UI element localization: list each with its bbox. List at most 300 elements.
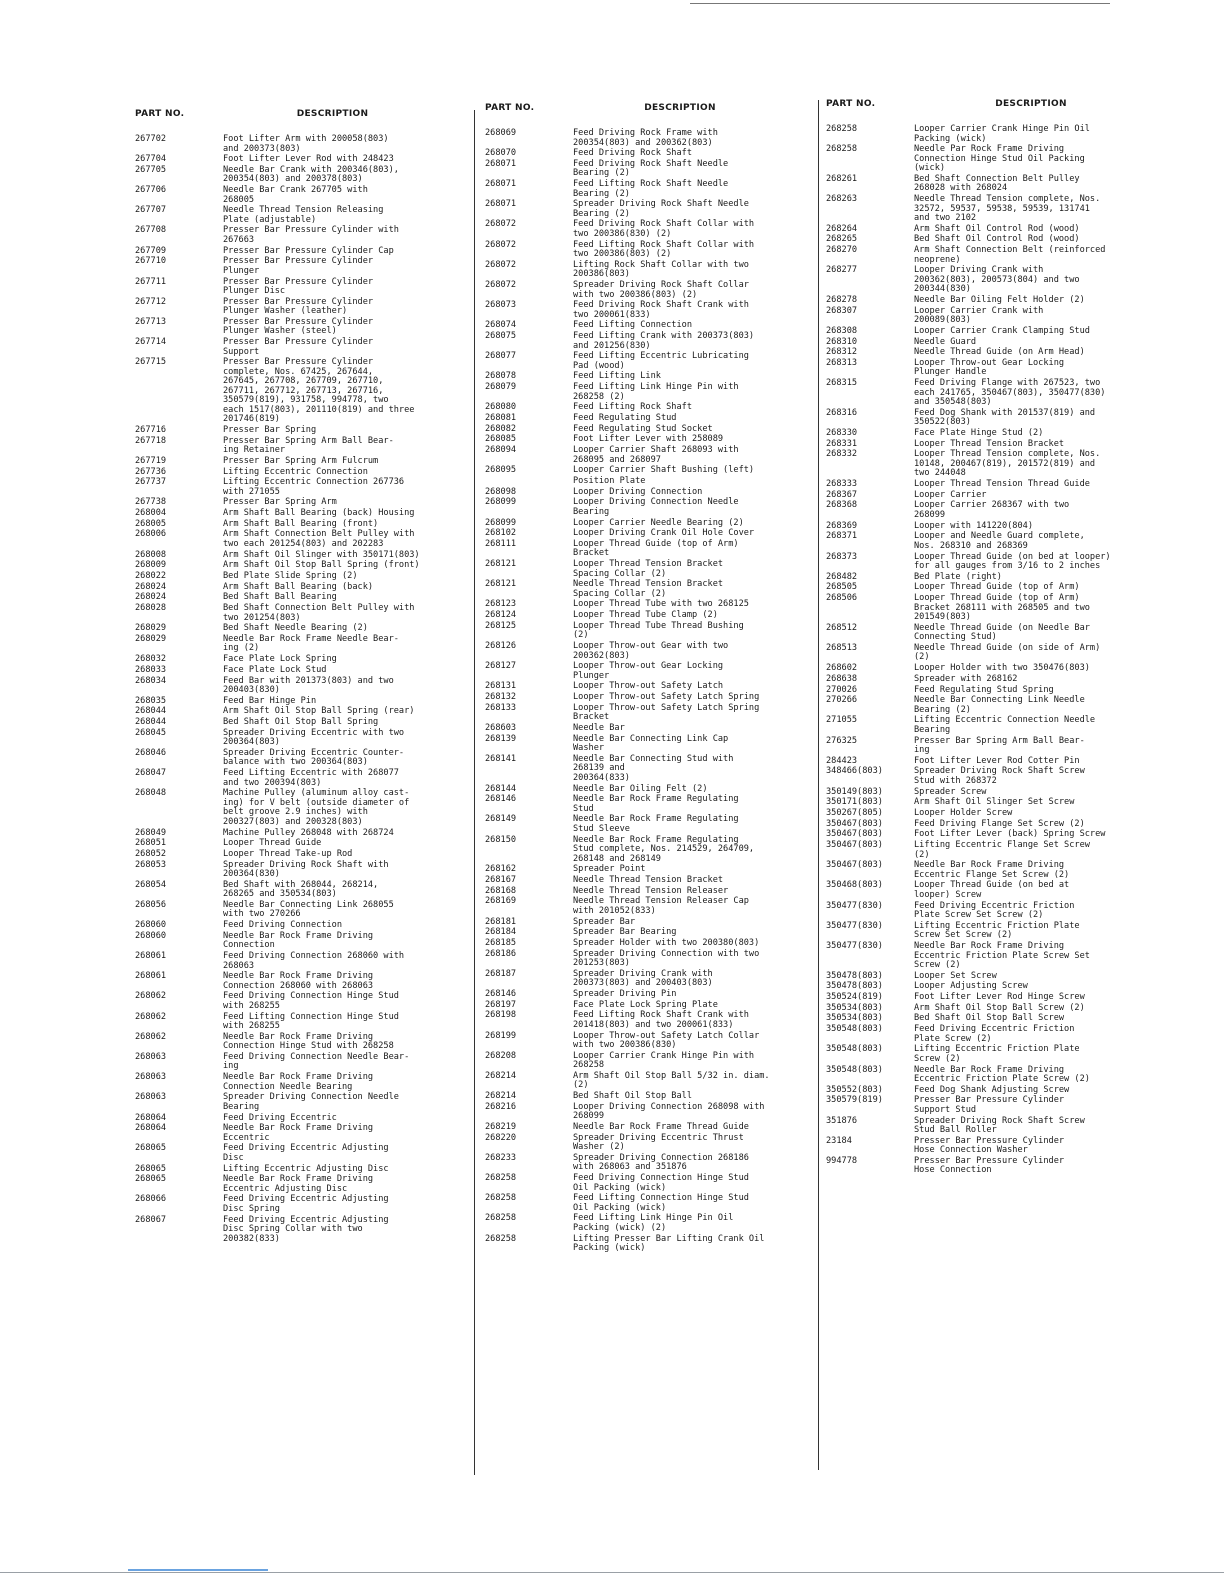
part-entry: [135, 729, 465, 748]
part-entry: [826, 522, 1171, 532]
part-entry: [485, 642, 810, 661]
part-entry: [826, 235, 1171, 245]
part-entry: [826, 1004, 1171, 1014]
part-number: 268054: [135, 879, 167, 890]
part-description: Foot Lifter Lever Rod with 248423: [223, 154, 394, 165]
part-description: Feed Driving Eccentric Friction Plate Screw (2): [914, 1024, 1075, 1044]
part-entry: [485, 414, 810, 424]
part-entry: [135, 992, 465, 1011]
part-number: 268146: [485, 988, 517, 999]
part-description: Needle Bar Oiling Felt Holder (2): [914, 295, 1085, 305]
part-description: Feed Regulating Stud Spring: [914, 684, 1054, 695]
part-entry: [485, 836, 810, 865]
part-description: Needle Bar Rock Frame Regulating Stud Sleeve: [573, 814, 739, 834]
part-description: Bed Shaft with 268044, 268214, 268265 and 350534(803): [223, 879, 379, 900]
part-number: 268065: [135, 1143, 167, 1154]
part-number: 268099: [485, 517, 517, 528]
part-number: 276325: [826, 735, 858, 746]
part-entry: [485, 724, 810, 734]
part-description: Arm Shaft Oil Stop Ball Spring (front): [223, 560, 420, 571]
part-number: 268139: [485, 733, 517, 744]
part-description: Looper with 141220(804): [914, 520, 1033, 531]
part-entry: [826, 440, 1171, 450]
part-entry: [826, 624, 1171, 643]
part-entry: [485, 129, 810, 148]
part-number: 350478(803): [826, 981, 883, 992]
part-entry: [135, 1073, 465, 1092]
part-description: Looper Thread Tension Thread Guide: [914, 479, 1090, 490]
part-number: 350477(830): [826, 920, 883, 931]
part-description: Presser Bar Spring Arm Fulcrum: [223, 455, 379, 466]
part-entry: [135, 318, 465, 337]
part-entry: [135, 426, 465, 436]
part-entry: [135, 247, 465, 257]
part-description: Bed Shaft Needle Bearing (2): [223, 623, 368, 634]
part-number: 268060: [135, 920, 167, 931]
part-entry: [485, 241, 810, 260]
part-description: Feed Lifting Connection Hinge Stud Oil Packing (wick): [573, 1193, 749, 1213]
part-entry: [135, 155, 465, 165]
part-number: 271055: [826, 715, 858, 726]
part-number: 267702: [135, 134, 167, 144]
part-description: Looper Carrier Needle Bearing (2): [573, 517, 744, 528]
part-number: 268072: [485, 280, 517, 290]
part-number: 268258: [485, 1193, 517, 1204]
part-entry: [135, 624, 465, 634]
part-number: 268065: [135, 1163, 167, 1174]
part-description: Looper Carrier Crank Hinge Pin with 268258: [573, 1050, 755, 1071]
part-entry: [826, 195, 1171, 224]
part-entry: [485, 519, 810, 529]
part-number: 268219: [485, 1121, 517, 1132]
part-description: Feed Lifting Rock Shaft Needle Bearing (2): [573, 179, 729, 199]
part-number: 267718: [135, 435, 167, 446]
part-description: Looper Thread Tension complete, Nos. 10148, 200467(819), 201572(819) and two 244048: [914, 449, 1101, 479]
part-description: Needle Thread Guide (on side of Arm) (2): [914, 642, 1101, 663]
part-description: Arm Shaft Oil Stop Ball 5/32 in. diam. (2): [573, 1070, 770, 1091]
part-description: Foot Lifter Arm with 200058(803) and 200373(803): [223, 134, 389, 154]
part-number: 268310: [826, 336, 858, 347]
part-entry: [826, 594, 1171, 623]
part-number: 268072: [485, 219, 517, 230]
part-number: 268032: [135, 654, 167, 665]
part-number: 267713: [135, 316, 167, 327]
part-description: Lifting Eccentric Adjusting Disc: [223, 1163, 389, 1174]
part-description: Feed Driving Rock Shaft Crank with two 200061(833): [573, 300, 749, 320]
part-description: Feed Driving Connection: [223, 920, 342, 931]
part-description: Needle Bar Rock Frame Driving Connection Needle Bearing: [223, 1072, 374, 1092]
part-description: Needle Bar Connecting Link 268055 with two 270266: [223, 899, 394, 920]
part-number: 268071: [485, 179, 517, 190]
part-number: 348466(803): [826, 766, 883, 777]
part-description: Feed Regulating Stud: [573, 413, 677, 423]
part-number: 350477(830): [826, 900, 883, 911]
part-description: Needle Bar Rock Frame Driving Connection 268060 with 268063: [223, 971, 374, 991]
part-number: 284423: [826, 755, 858, 766]
part-description: Looper Throw-out Safety Latch Spring: [573, 692, 760, 703]
part-number: 268004: [135, 508, 167, 519]
part-description: Looper Throw-out Gear Locking Plunger: [573, 661, 724, 681]
part-description: Feed Lifting Connection: [573, 320, 692, 331]
part-number: 268072: [485, 259, 517, 270]
part-entry: [826, 125, 1171, 144]
part-entry: [485, 1011, 810, 1030]
part-number: 268034: [135, 675, 167, 686]
part-entry: [826, 664, 1171, 674]
part-number: 268332: [826, 449, 858, 460]
part-entry: [826, 573, 1171, 583]
part-entry: [485, 1092, 810, 1102]
part-number: 268046: [135, 747, 167, 758]
part-description: Spreader Screw: [914, 786, 987, 797]
part-description: Feed Driving Eccentric Adjusting Disc Spring Collar with two 200382(833): [223, 1214, 389, 1244]
part-entry: [135, 257, 465, 276]
part-number: 268512: [826, 622, 858, 633]
part-entry: [485, 1134, 810, 1153]
part-description: Looper Throw-out Gear Locking Plunger Handle: [914, 357, 1065, 378]
part-description: Presser Bar Pressure Cylinder Plunger Washer (leather): [223, 296, 374, 317]
part-description: Feed Lifting Rock Shaft Crank with 201418(803) and two 200061(833): [573, 1010, 749, 1030]
part-entry: [826, 338, 1171, 348]
part-number: 268144: [485, 783, 517, 794]
part-number: 268044: [135, 717, 167, 728]
part-number: 268124: [485, 610, 517, 621]
part-entry: [135, 666, 465, 676]
part-entry: [485, 200, 810, 219]
part-entry: [826, 686, 1171, 696]
part-description: Presser Bar Pressure Cylinder complete, Nos. 67425, 267644, 267645, 267708, 267709, 267710, 267711, 267712, 267713, 267716, 350579(819), 931758, 994778, two each 1517(803), 201110(819) and three 201746(819): [223, 357, 415, 425]
part-entry: [826, 982, 1171, 992]
part-description: Needle Bar Crank 267705 with 268005: [223, 185, 368, 205]
part-entry: [485, 950, 810, 969]
part-number: 268313: [826, 357, 858, 368]
part-entry: [485, 352, 810, 371]
part-description: Looper Thread Guide: [223, 838, 322, 849]
part-entry: [135, 850, 465, 860]
part-description: Looper Driving Crank with 200362(803), 200573(804) and two 200344(830): [914, 265, 1080, 295]
part-entry: [826, 881, 1171, 900]
part-description: Needle Thread Tension Releasing Plate (adjustable): [223, 205, 384, 225]
part-description: Looper Adjusting Screw: [914, 981, 1028, 992]
part-description: Face Plate Lock Spring Plate: [573, 999, 718, 1010]
top-rule: [690, 3, 1110, 4]
part-number: 267719: [135, 455, 167, 466]
part-number: 268132: [485, 692, 517, 703]
part-number: 268062: [135, 1031, 167, 1042]
part-number: 268070: [485, 148, 517, 159]
part-number: 268638: [826, 673, 858, 684]
part-description: Needle Guard: [914, 336, 977, 347]
part-number: 268056: [135, 899, 167, 910]
part-description: Lifting Presser Bar Lifting Crank Oil Packing (wick): [573, 1233, 765, 1254]
part-description: Feed Driving Rock Shaft Collar with two 200386(830) (2): [573, 219, 755, 239]
part-description: Looper Driving Connection: [573, 486, 703, 497]
part-number: 267736: [135, 466, 167, 477]
part-description: Feed Lifting Link: [573, 371, 661, 382]
part-entry: [135, 1093, 465, 1112]
part-number: 268603: [485, 722, 517, 733]
part-number: 268063: [135, 1051, 167, 1062]
part-entry: [135, 655, 465, 665]
part-number: 268373: [826, 551, 858, 562]
part-description: Needle Bar Rock Frame Needle Bear- ing (2): [223, 633, 399, 654]
part-number: 268060: [135, 930, 167, 941]
part-entry: [135, 530, 465, 549]
part-entry: [826, 830, 1171, 840]
part-entry: [826, 922, 1171, 941]
part-number: 268233: [485, 1152, 517, 1163]
part-description: Feed Driving Connection 268060 with 268063: [223, 951, 405, 971]
part-entry: [135, 952, 465, 971]
part-number: 267705: [135, 164, 167, 175]
column-divider: [474, 110, 475, 1475]
part-description: Presser Bar Spring Arm Ball Bear- ing Retainer: [223, 435, 394, 456]
part-entry: [485, 897, 810, 916]
part-number: 267710: [135, 256, 167, 267]
part-number: 267714: [135, 337, 167, 348]
part-number: 268051: [135, 838, 167, 849]
part-description: Presser Bar Pressure Cylinder Plunger Disc: [223, 276, 374, 296]
part-entry: [135, 881, 465, 900]
part-entry: [826, 1045, 1171, 1064]
part-entry: [135, 972, 465, 991]
part-description: Lifting Eccentric Connection: [223, 466, 368, 477]
part-entry: [135, 468, 465, 478]
part-entry: [485, 918, 810, 928]
parts-list: [485, 129, 810, 1254]
part-number: 268045: [135, 727, 167, 738]
part-description: Needle Thread Tension Bracket Spacing Collar (2): [573, 579, 724, 599]
part-entry: [826, 307, 1171, 326]
part-entry: [485, 498, 810, 517]
part-number: 268214: [485, 1070, 517, 1081]
part-description: Needle Bar Rock Frame Driving Connection Hinge Stud with 268258: [223, 1031, 394, 1052]
part-number: 268063: [135, 1092, 167, 1103]
part-description: Spreader Bar: [573, 916, 636, 927]
part-entry: [826, 757, 1171, 767]
part-entry: [135, 921, 465, 931]
part-number: 350467(803): [826, 860, 883, 871]
part-entry: [485, 662, 810, 681]
part-entry: [135, 1114, 465, 1124]
part-entry: [135, 437, 465, 456]
part-entry: [826, 175, 1171, 194]
part-description: Looper Thread Guide (on bed at looper) for all gauges from 3/16 to 2 inches: [914, 551, 1111, 571]
part-entry: [826, 246, 1171, 265]
part-description: Spreader Driving Eccentric with two 200364(803): [223, 727, 405, 748]
part-description: Presser Bar Pressure Cylinder Hose Connection: [914, 1155, 1065, 1176]
part-number: 268029: [135, 633, 167, 644]
part-entry: [485, 301, 810, 320]
part-entry: [826, 820, 1171, 830]
part-number: 268029: [135, 623, 167, 634]
part-description: Spreader Driving Rock Shaft Collar with two 200386(803) (2): [573, 280, 749, 300]
part-description: Needle Thread Guide (on Arm Head): [914, 347, 1085, 358]
part-entry: [135, 298, 465, 317]
part-entry: [485, 560, 810, 579]
part-entry: [826, 788, 1171, 798]
part-description: Arm Shaft Connection Belt (reinforced neoprene): [914, 245, 1106, 265]
part-number: 268197: [485, 999, 517, 1010]
part-description: Arm Shaft Oil Control Rod (wood): [914, 223, 1080, 234]
part-description: Looper Carrier Crank with 200089(803): [914, 305, 1044, 326]
part-number: 268307: [826, 305, 858, 316]
part-description: Feed Lifting Rock Shaft Collar with two 200386(803) (2): [573, 239, 755, 260]
part-number: 268258: [826, 144, 858, 155]
part-description: Presser Bar Spring: [223, 424, 317, 435]
part-entry: [485, 755, 810, 784]
part-description: Presser Bar Pressure Cylinder Hose Connection Washer: [914, 1135, 1065, 1156]
part-entry: [135, 572, 465, 582]
part-entry: [826, 861, 1171, 880]
part-entry: [135, 478, 465, 497]
part-entry: [485, 815, 810, 834]
part-entry: [485, 1154, 810, 1173]
part-description: Bed Shaft Ball Bearing: [223, 592, 337, 603]
part-description: Arm Shaft Oil Stop Ball Spring (rear): [223, 706, 415, 717]
column-header: [485, 103, 810, 113]
part-description: Machine Pulley (aluminum alloy cast- ing) for V belt (outside diameter of belt groove 2.9 inches) with 200327(803) and 200328(803): [223, 788, 410, 827]
part-description: Looper Thread Tube Thread Bushing (2): [573, 620, 744, 641]
part-entry: [135, 278, 465, 297]
part-entry: [485, 990, 810, 1000]
part-number: 351876: [826, 1115, 858, 1126]
part-number: 23184: [826, 1135, 852, 1146]
parts-list: [826, 125, 1171, 1176]
part-description: Feed Driving Eccentric Adjusting Disc: [223, 1143, 389, 1163]
part-description: Bed Shaft Oil Stop Ball Screw: [914, 1013, 1065, 1024]
part-number: 267709: [135, 245, 167, 256]
part-entry: [826, 296, 1171, 306]
part-entry: [485, 488, 810, 498]
part-number: 350478(803): [826, 970, 883, 981]
part-number: 268062: [135, 991, 167, 1002]
part-description: Feed Driving Connection Hinge Stud Oil Packing (wick): [573, 1173, 749, 1193]
part-entry: [485, 281, 810, 300]
part-entry: [485, 785, 810, 795]
part-entry: [826, 716, 1171, 735]
part-entry: [135, 1175, 465, 1194]
part-description: Feed Lifting Rock Shaft: [573, 402, 692, 413]
part-description: Needle Thread Tension Releaser Cap with 201052(833): [573, 896, 749, 916]
part-description: Spreader Driving Eccentric Thrust Washer (2): [573, 1132, 744, 1153]
part-entry: [485, 1194, 810, 1213]
part-description: Looper Thread Tension Bracket: [914, 438, 1065, 449]
part-number: 268265: [826, 234, 858, 245]
part-number: 268316: [826, 407, 858, 418]
part-entry: [826, 809, 1171, 819]
part-number: 350149(803): [826, 786, 883, 797]
part-number: 268315: [826, 378, 858, 389]
part-number: 268125: [485, 620, 517, 631]
part-entry: [826, 1066, 1171, 1085]
part-description: Looper Carrier Crank Clamping Stud: [914, 325, 1090, 336]
part-number: 268258: [826, 124, 858, 134]
part-number: 350171(803): [826, 797, 883, 808]
part-description: Position Plate: [573, 475, 646, 486]
part-entry: [135, 226, 465, 245]
part-number: 268264: [826, 223, 858, 234]
part-number: 268146: [485, 794, 517, 805]
part-entry: [485, 1174, 810, 1193]
part-number: 268048: [135, 788, 167, 799]
part-entry: [485, 735, 810, 754]
part-number: 268602: [826, 663, 858, 674]
part-description: Spreader Driving Connection 268186 with 268063 and 351876: [573, 1152, 749, 1173]
part-number: 268024: [135, 592, 167, 603]
part-description: Face Plate Lock Stud: [223, 664, 327, 675]
part-description: Spreader Holder with two 200380(803): [573, 937, 760, 948]
part-entry: [826, 902, 1171, 921]
part-number: 350477(830): [826, 941, 883, 951]
part-number: 268167: [485, 874, 517, 885]
part-number: 268073: [485, 300, 517, 311]
part-entry: [135, 901, 465, 920]
part-description: Looper Carrier Crank Hinge Pin Oil Packing (wick): [914, 124, 1090, 144]
part-entry: [135, 498, 465, 508]
part-number: 268506: [826, 593, 858, 604]
part-description: Presser Bar Spring Arm Ball Bear- ing: [914, 735, 1085, 756]
part-description: Presser Bar Pressure Cylinder Cap: [223, 245, 394, 256]
part-description: Presser Bar Spring Arm: [223, 497, 337, 508]
parts-column-3: [826, 99, 1171, 1177]
part-number: 268121: [485, 579, 517, 590]
part-entry: [135, 457, 465, 467]
part-number: 268169: [485, 896, 517, 907]
part-entry: [826, 553, 1171, 572]
part-description: Looper Thread Guide (top of Arm): [914, 582, 1080, 593]
part-description: Looper Throw-out Gear with two 200362(803): [573, 641, 729, 661]
part-description: Foot Lifter Lever Rod Cotter Pin: [914, 755, 1080, 766]
part-entry: [135, 932, 465, 951]
part-description: Presser Bar Pressure Cylinder Support Stud: [914, 1095, 1065, 1115]
part-description: Feed Lifting Link Hinge Pin Oil Packing (wick) (2): [573, 1213, 734, 1233]
part-number: 268072: [485, 239, 517, 250]
part-entry: [485, 1214, 810, 1233]
part-description: Bed Shaft Oil Stop Ball: [573, 1091, 692, 1102]
part-number: 268198: [485, 1010, 517, 1021]
part-number: 268133: [485, 702, 517, 713]
part-number: [485, 477, 573, 487]
part-entry: [485, 1052, 810, 1071]
part-entry: [826, 501, 1171, 520]
part-number: 268081: [485, 413, 517, 423]
part-number: 268258: [485, 1213, 517, 1224]
part-description: Spreader Driving Connection Needle Bearing: [223, 1092, 399, 1112]
part-entry: [135, 338, 465, 357]
part-number: 268131: [485, 681, 517, 692]
part-entry: [485, 403, 810, 413]
part-entry: [826, 359, 1171, 378]
part-description: Looper Driving Connection Needle Bearing: [573, 497, 739, 517]
parts-list: [135, 135, 465, 1244]
part-no-header: PART NO.: [135, 109, 185, 119]
part-description: Needle Bar: [573, 722, 625, 733]
part-description: Needle Bar Connecting Link Needle Bearing (2): [914, 695, 1085, 715]
part-description: Arm Shaft Oil Slinger Set Screw: [914, 797, 1075, 808]
part-entry: [826, 972, 1171, 982]
part-description: Machine Pulley 268048 with 268724: [223, 827, 394, 838]
part-entry: [826, 583, 1171, 593]
part-description: Spreader Driving Crank with 200373(803) and 200403(803): [573, 968, 713, 989]
part-number: 268095: [485, 465, 517, 476]
part-no-header: PART NO.: [485, 103, 535, 113]
part-description: Bed Shaft Connection Belt Pulley with two 201254(803): [223, 603, 415, 623]
part-description: Feed Lifting Eccentric with 268077 and two 200394(803): [223, 768, 399, 788]
part-number: 268009: [135, 560, 167, 571]
part-description: Bed Shaft Oil Control Rod (wood): [914, 234, 1080, 245]
part-description: Feed Lifting Crank with 200373(803) and 201256(830): [573, 331, 755, 351]
